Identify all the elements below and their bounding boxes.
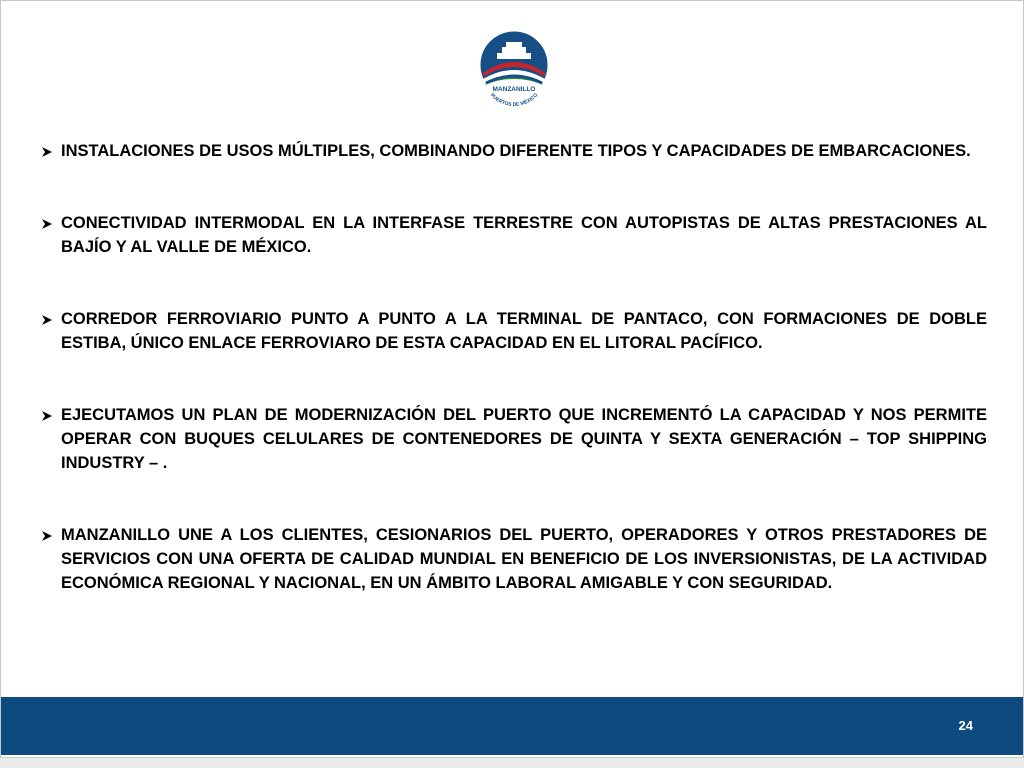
bullet-text: CORREDOR FERROVIARIO PUNTO A PUNTO A LA TERMINAL DE PANTACO, CON FORMACIONES DE DOBLE ESTIBA, ÚNICO ENLACE FERROVIARO DE ESTA CAPACIDAD EN EL LITORAL PACÍFICO. (61, 310, 987, 352)
page-number: 24 (958, 718, 973, 733)
arrow-bullet-icon (41, 403, 57, 427)
arrow-bullet-icon (41, 523, 57, 547)
bullet-text: MANZANILLO UNE A LOS CLIENTES, CESIONARIOS DEL PUERTO, OPERADORES Y OTROS PRESTADORES DE SERVICIOS CON UNA OFERTA DE CALIDAD MUNDIAL EN BENEFICIO DE LOS INVERSIONISTAS, DE LA ACTIVIDAD ECONÓMICA REGIONAL Y NACIONAL, EN UN ÁMBITO LABORAL AMIGABLE Y CON SEGURIDAD. (61, 526, 987, 592)
bullet-item (41, 211, 987, 259)
bullet-text: INSTALACIONES DE USOS MÚLTIPLES, COMBINANDO DIFERENTE TIPOS Y CAPACIDADES DE EMBARCACIONES. (61, 142, 971, 160)
arrow-bullet-icon (41, 211, 57, 235)
arrow-bullet-icon (41, 139, 57, 163)
arrow-bullet-icon (41, 307, 57, 331)
logo-text-top: MANZANILLO (492, 86, 536, 93)
bullet-item (41, 307, 987, 355)
footer-bar (1, 697, 1023, 755)
manzanillo-logo (471, 29, 557, 115)
bullet-text: CONECTIVIDAD INTERMODAL EN LA INTERFASE TERRESTRE CON AUTOPISTAS DE ALTAS PRESTACIONES AL BAJÍO Y AL VALLE DE MÉXICO. (61, 214, 987, 256)
bullet-item (41, 139, 987, 163)
logo-text-bottom: PUERTOS DE MÉXICO (488, 92, 540, 109)
bullet-text: EJECUTAMOS UN PLAN DE MODERNIZACIÓN DEL PUERTO QUE INCREMENTÓ LA CAPACIDAD Y NOS PERMITE OPERAR CON BUQUES CELULARES DE CONTENEDORES DE QUINTA Y SEXTA GENERACIÓN – TOP SHIPPING INDUSTRY – . (61, 406, 987, 472)
bullet-list (41, 139, 987, 595)
port-logo-icon (471, 29, 557, 115)
bullet-item (41, 403, 987, 475)
bullet-item (41, 523, 987, 595)
